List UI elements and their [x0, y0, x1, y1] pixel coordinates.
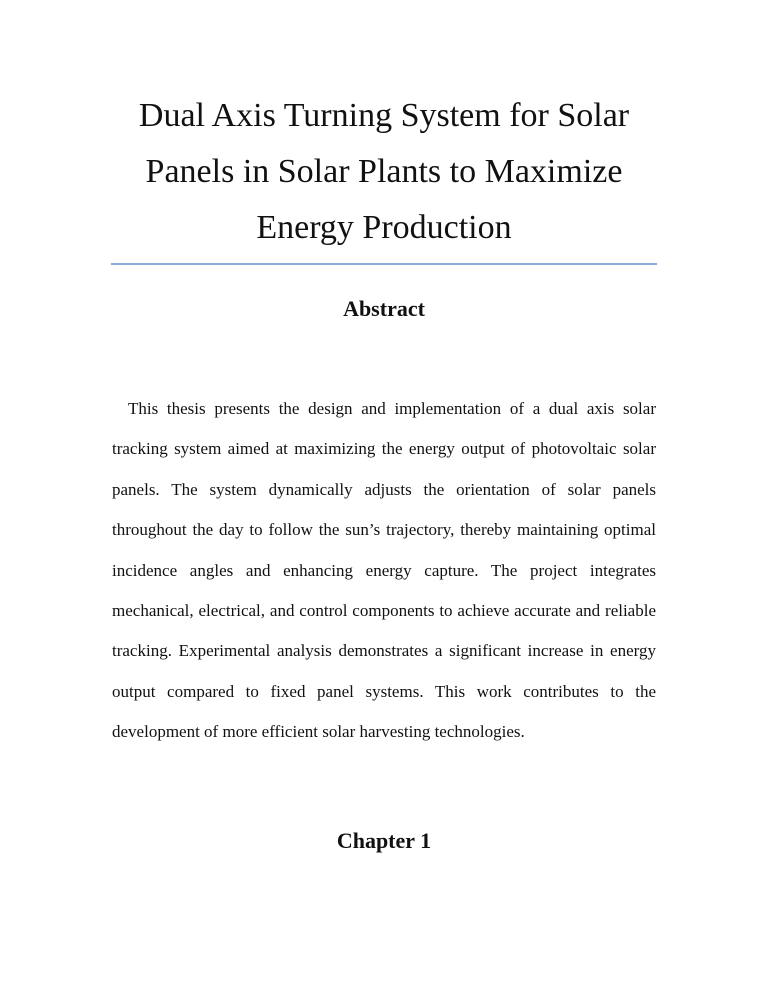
- chapter-heading: Chapter 1: [336, 828, 432, 853]
- document-title: Dual Axis Turning System for Solar Panels in Solar Plants to Maximize Energy Production: [138, 97, 630, 246]
- abstract-paragraph: This thesis presents the design and implementation of a dual axis solar tracking system aimed at maximizing the energy output of photovoltaic solar panels. The system dynamically adjusts the orientation of solar panels throughout the day to follow the sun’s trajectory, thereby maintaining optimal incidence angles and enhancing energy capture. The project integrates mechanical, electrical, and control components to achieve accurate and reliable tracking. Experimental analysis demonstrates a significant increase in energy output compared to fixed panel systems. This work contributes to the development of more efficient solar harvesting technologies.: [112, 399, 656, 742]
- abstract-heading: Abstract: [343, 296, 425, 321]
- title-divider: [111, 263, 657, 265]
